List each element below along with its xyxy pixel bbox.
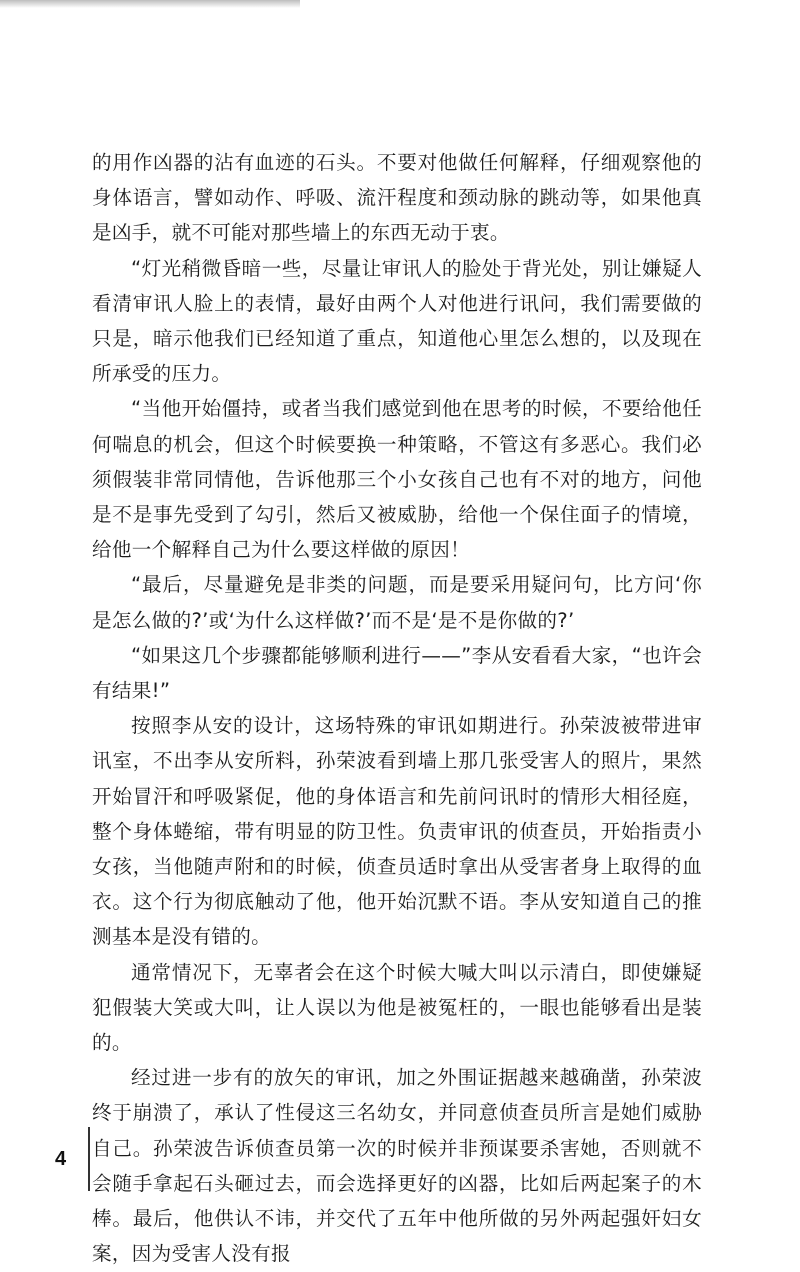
margin-rule — [88, 1127, 90, 1191]
paragraph-1: 的用作凶器的沾有血迹的石头。不要对他做任何解释，仔细观察他的身体语言，譬如动作、呼吸、流汗程度和颈动脉的跳动等，如果他真是凶手，就不可能对那些墙上的东西无动于衷。 — [92, 151, 702, 245]
paragraph-4: “最后，尽量避免是非类的问题，而是要采用疑问句，比方问‘你是怎么做的?’或‘为什么这样做?’而不是‘是不是你做的?’ — [92, 573, 702, 632]
paragraph-3: “当他开始僵持，或者当我们感觉到他在思考的时候，不要给他任何喘息的机会，但这个时候要换一种策略，不管这有多恶心。我们必须假装非常同情他，告诉他那三个小女孩自己也有不对的地方，问他是不是事先受到了勾引，然后又被威胁，给他一个保住面子的情境，给他一个解释自己为什么要这样做的原因！ — [92, 397, 702, 562]
paragraph-6: 按照李从安的设计，这场特殊的审讯如期进行。孙荣波被带进审讯室，不出李从安所料，孙荣波看到墙上那几张受害人的照片，果然开始冒汗和呼吸紧促，他的身体语言和先前问讯时的情形大相径庭，整个身体蜷缩，带有明显的防卫性。负责审讯的侦查员，开始指责小女孩，当他随声附和的时候，侦查员适时拿出从受害者身上取得的血衣。这个行为彻底触动了他，他开始沉默不语。李从安知道自己的推测基本是没有错的。 — [92, 714, 702, 949]
paragraph-2: “灯光稍微昏暗一些，尽量让审讯人的脸处于背光处，别让嫌疑人看清审讯人脸上的表情，最好由两个人对他进行讯问，我们需要做的只是，暗示他我们已经知道了重点，知道他心里怎么想的，以及现在所承受的压力。 — [92, 256, 702, 386]
page-number: 4 — [55, 1148, 67, 1170]
body-text — [92, 145, 702, 1272]
scan-edge-shadow — [0, 0, 300, 8]
paragraph-8: 经过进一步有的放矢的审讯，加之外围证据越来越确凿，孙荣波终于崩溃了，承认了性侵这三名幼女，并同意侦查员所言是她们威胁自己。孙荣波告诉侦查员第一次的时候并非预谋要杀害她，否则就不会随手拿起石头砸过去，而会选择更好的凶器，比如后两起案子的木棒。最后，他供认不讳，并交代了五年中他所做的另外两起强奸妇女案，因为受害人没有报 — [92, 1066, 702, 1266]
paragraph-7: 通常情况下，无辜者会在这个时候大喊大叫以示清白，即使嫌疑犯假装大笑或大叫，让人误以为他是被冤枉的，一眼也能够看出是装的。 — [92, 960, 702, 1055]
paragraph-5: “如果这几个步骤都能够顺利进行——”李从安看看大家，“也许会有结果!” — [92, 643, 702, 703]
